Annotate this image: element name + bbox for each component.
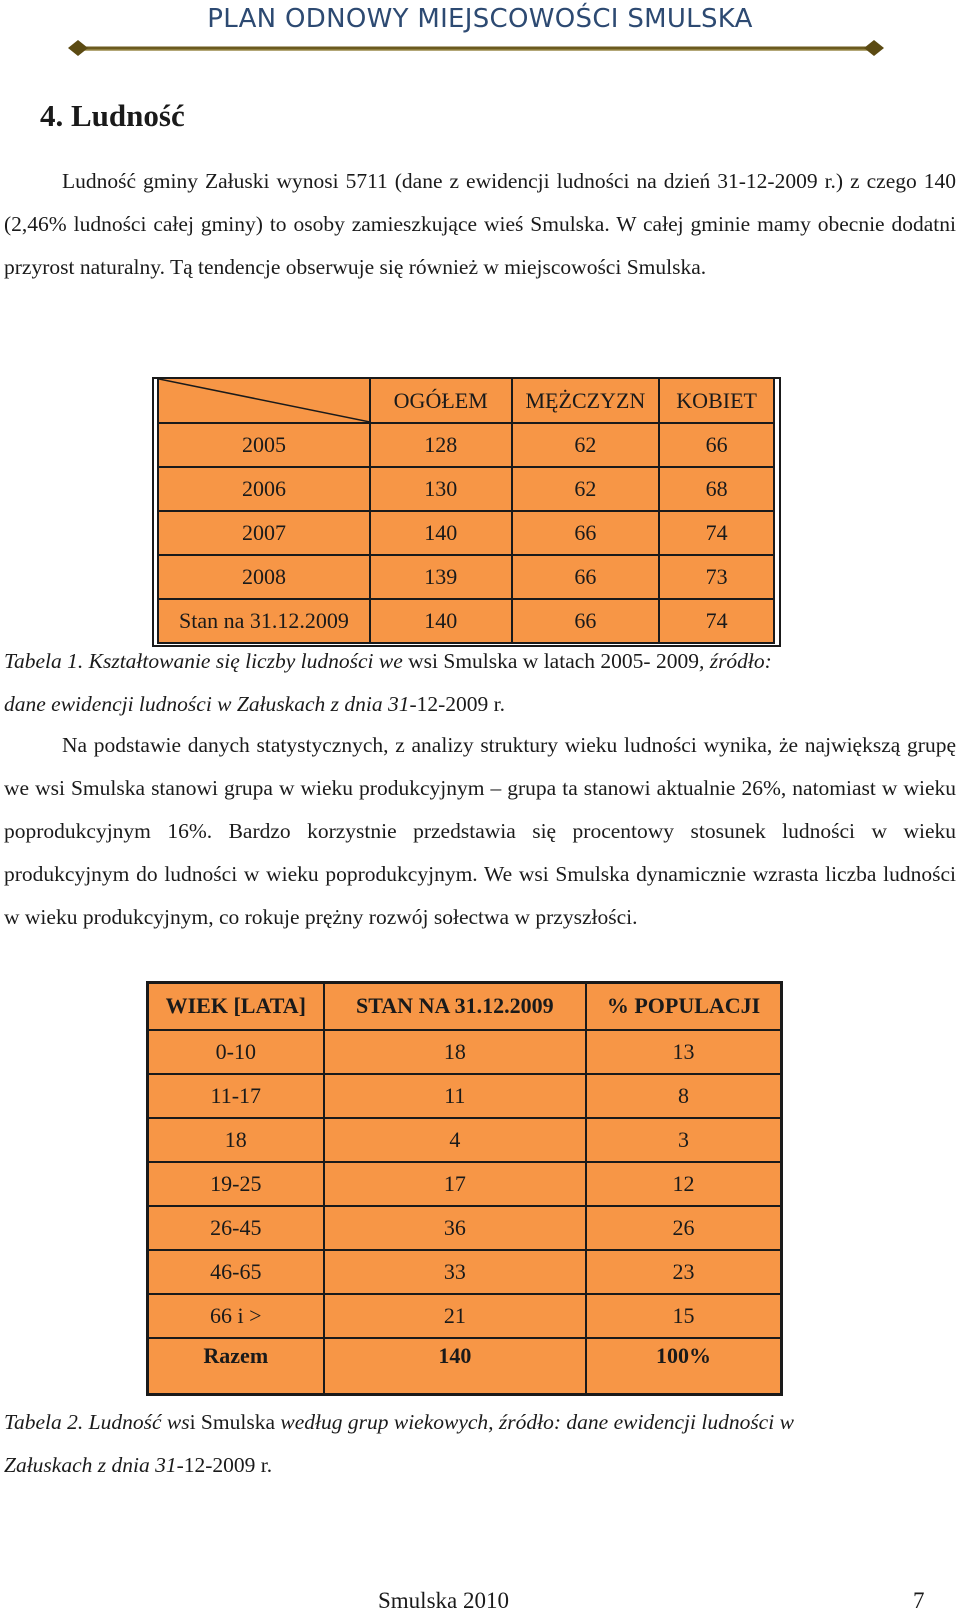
document-header-title: PLAN ODNOWY MIEJSCOWOŚCI SMULSKA — [207, 4, 753, 34]
row-percent: 26 — [586, 1206, 781, 1250]
row-age: 46-65 — [148, 1250, 324, 1294]
row-total: 130 — [370, 467, 512, 511]
row-percent: 12 — [586, 1162, 781, 1206]
age-groups-table — [146, 981, 783, 1396]
row-age: 18 — [148, 1118, 324, 1162]
table-row — [148, 1074, 782, 1118]
row-year: 2008 — [158, 555, 370, 599]
table1-header-women: KOBIET — [659, 378, 774, 423]
row-count: 17 — [324, 1162, 587, 1206]
row-year: 2007 — [158, 511, 370, 555]
row-men: 62 — [512, 423, 660, 467]
paragraph-age-structure: Na podstawie danych statystycznych, z analizy struktury wieku ludności wynika, że największą grupę we wsi Smulska stanowi grupa w wieku produkcyjnym – grupa ta stanowi aktualnie 26%, natomiast w wieku poprodukcyjnym 16%. Bardzo korzystnie przedstawia się procentowy stosunek ludności w wieku produkcyjnym do ludności w wieku poprodukcyjnym. We wsi Smulska dynamicznie wzrasta liczba ludności w wieku produkcyjnym, co rokuje prężny rozwój sołectwa w przyszłości. — [4, 733, 956, 929]
row-count: 33 — [324, 1250, 587, 1294]
table-row — [158, 467, 774, 511]
caption-place: i Smulska — [189, 1410, 275, 1434]
caption-source: według grup wiekowych, źródło: dane ewidencji ludności w — [275, 1410, 794, 1434]
row-percent: 8 — [586, 1074, 781, 1118]
caption-source-line2: Załuskach z dnia 31 — [4, 1453, 177, 1477]
row-women: 68 — [659, 467, 774, 511]
row-percent: 13 — [586, 1030, 781, 1074]
row-men: 66 — [512, 555, 660, 599]
table-row — [148, 1118, 782, 1162]
row-total: 139 — [370, 555, 512, 599]
table1-header-men: MĘŻCZYZN — [512, 378, 660, 423]
table-row — [148, 1250, 782, 1294]
row-women: 74 — [659, 599, 774, 643]
table-row — [158, 599, 774, 643]
caption-source: , źródło: — [698, 649, 772, 673]
row-men: 66 — [512, 511, 660, 555]
page-number: 7 — [913, 1588, 925, 1613]
table2-caption — [4, 1401, 956, 1487]
row-women: 74 — [659, 511, 774, 555]
row-percent: 3 — [586, 1118, 781, 1162]
row-count: 11 — [324, 1074, 587, 1118]
row-women: 73 — [659, 555, 774, 599]
table-row — [158, 423, 774, 467]
row-year: 2006 — [158, 467, 370, 511]
table-row — [148, 1294, 782, 1338]
table-row — [158, 555, 774, 599]
row-total: 140 — [370, 511, 512, 555]
table2-header-age: WIEK [LATA] — [148, 983, 324, 1030]
row-women: 66 — [659, 423, 774, 467]
table1-header-total: OGÓŁEM — [370, 378, 512, 423]
row-year: 2005 — [158, 423, 370, 467]
caption-source-line2: dane ewidencji ludności w Załuskach z dnia 31 — [4, 692, 410, 716]
table2-header-percent: % POPULACJI — [586, 983, 781, 1030]
row-age: 0-10 — [148, 1030, 324, 1074]
table-row — [148, 1030, 782, 1074]
row-count: 4 — [324, 1118, 587, 1162]
section-heading: 4. Ludność — [40, 98, 185, 133]
header-rule — [66, 35, 886, 61]
row-percent: 23 — [586, 1250, 781, 1294]
row-age: 26-45 — [148, 1206, 324, 1250]
table-row — [158, 511, 774, 555]
row-percent: 15 — [586, 1294, 781, 1338]
row-count: 18 — [324, 1030, 587, 1074]
caption-label: Tabela 2. Ludność ws — [4, 1410, 190, 1434]
population-table — [157, 377, 775, 644]
row-men: 62 — [512, 467, 660, 511]
caption-date: -12-2009 r. — [176, 1453, 273, 1477]
caption-date: -12-2009 r. — [409, 692, 506, 716]
table1-caption — [4, 640, 956, 726]
total-count: 140 — [324, 1338, 587, 1395]
row-count: 36 — [324, 1206, 587, 1250]
table1-corner-cell — [158, 378, 370, 423]
total-percent: 100% — [586, 1338, 781, 1395]
table-row — [148, 1206, 782, 1250]
total-label: Razem — [148, 1338, 324, 1395]
caption-label: Tabela 1. Kształtowanie się liczby ludności we — [4, 649, 403, 673]
diagonal-line — [159, 379, 370, 422]
footer-text: Smulska 2010 — [378, 1588, 509, 1613]
row-year: Stan na 31.12.2009 — [158, 599, 370, 643]
row-age: 11-17 — [148, 1074, 324, 1118]
row-age: 19-25 — [148, 1162, 324, 1206]
caption-place: wsi Smulska w latach 2005- 2009 — [402, 649, 699, 673]
table-row — [148, 1162, 782, 1206]
row-count: 21 — [324, 1294, 587, 1338]
paragraph-population: Ludność gminy Załuski wynosi 5711 (dane z ewidencji ludności na dzień 31-12-2009 r.) z czego 140 (2,46% ludności całej gminy) to osoby zamieszkujące wieś Smulska. W całej gminie mamy obecnie dodatni przyrost naturalny. Tą tendencje obserwuje się również w miejscowości Smulska. — [4, 169, 956, 279]
row-men: 66 — [512, 599, 660, 643]
table2-header-count: STAN NA 31.12.2009 — [324, 983, 587, 1030]
table-total-row — [148, 1338, 782, 1395]
row-age: 66 i > — [148, 1294, 324, 1338]
row-total: 140 — [370, 599, 512, 643]
row-total: 128 — [370, 423, 512, 467]
